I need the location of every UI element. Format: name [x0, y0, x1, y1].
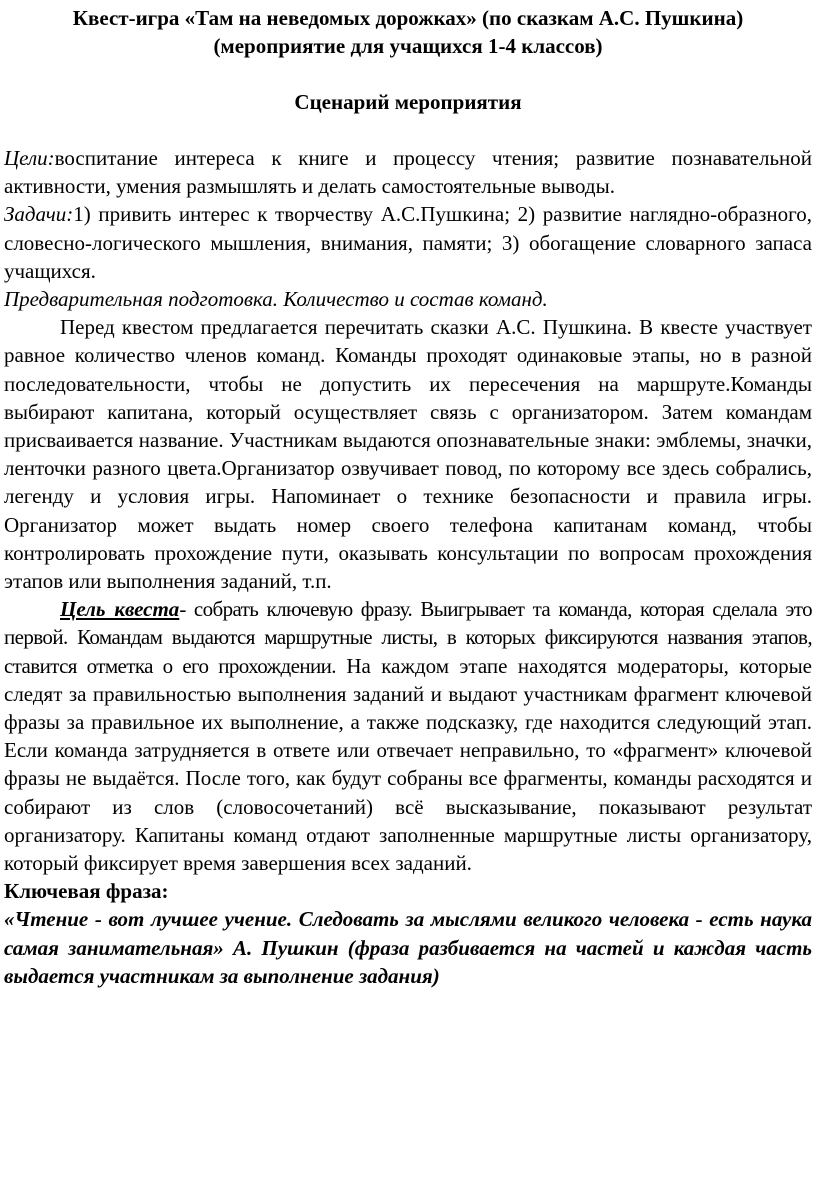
key-phrase-text: «Чтение - вот лучшее учение. Следовать за мыслями великого человека - есть наука самая занимательная» А. Пушкин (фраза разбивается на частей и каждая часть выдается участникам за выполнение задания) — [4, 907, 812, 988]
quest-goal-text: На каждом этапе находятся модераторы, которые следят за правильностью выполнения заданий и выдают участникам фрагмент ключевой фразы за правильное их выполнение, а также подсказку, где находится следующий этап. Если команда затрудняется в ответе или отвечает неправильно, то «фрагмент» ключевой фразы не выдаётся. После того, как будут собраны все фрагменты, команды расходятся и собирают из слов (словосочетаний) всё высказывание, показывают результат организатору. Капитаны команд отдают заполненные маршрутные листы организатору, который фиксирует время завершения всех заданий. — [4, 653, 812, 876]
goals-text: воспитание интереса к книге и процессу чтения; развитие познавательной активности, умения размышлять и делать самостоятельные выводы. — [4, 146, 812, 199]
document-subtitle: (мероприятие для учащихся 1-4 классов) — [213, 34, 603, 58]
tasks-paragraph — [4, 200, 812, 285]
document-title: Квест-игра «Там на неведомых дорожках» (по сказкам А.С. Пушкина) — [72, 6, 744, 30]
key-phrase-label: Ключевая фраза: — [4, 879, 169, 904]
scenario-title: Сценарий мероприятия — [294, 90, 522, 114]
tasks-text: 1) привить интерес к творчеству А.С.Пушкина; 2) развитие наглядно-образного, словесно-логического мышления, внимания, памяти; 3) обогащение словарного запаса учащихся. — [4, 202, 812, 283]
quest-goal-label: Цель квеста — [60, 597, 180, 622]
quest-goal-paragraph — [4, 595, 812, 877]
goals-paragraph — [4, 144, 812, 200]
preparation-heading: Предварительная подготовка. Количество и состав команд. — [4, 287, 548, 312]
goals-label: Цели: — [4, 146, 55, 170]
tasks-label: Задачи: — [4, 202, 74, 227]
preparation-paragraph: Перед квестом предлагается перечитать сказки А.С. Пушкина. В квесте участвует равное количество членов команд. Команды проходят одинаковые этапы, но в разной последовательности, чтобы не допустить их пересечения на маршруте.Команды выбирают капитана, который осуществляет связь с организатором. Затем командам присваивается название. Участникам выдаются опознавательные знаки: эмблемы, значки, ленточки разного цвета.Организатор озвучивает повод, по которому все здесь собрались, легенду и условия игры. Напоминает о технике безопасности и правила игры. Организатор может выдать номер своего телефона капитанам команд, чтобы контролировать прохождение пути, оказывать консультации по вопросам прохождения этапов или выполнения заданий, т.п. — [4, 315, 812, 594]
quest-goal-text-condensed: - собрать ключевую фразу. Выигрывает та команда, которая сделала это первой. Командам выдаются маршрутные листы, в которых фиксируются названия этапов, ставится отметка о его прохождении. — [4, 597, 812, 678]
